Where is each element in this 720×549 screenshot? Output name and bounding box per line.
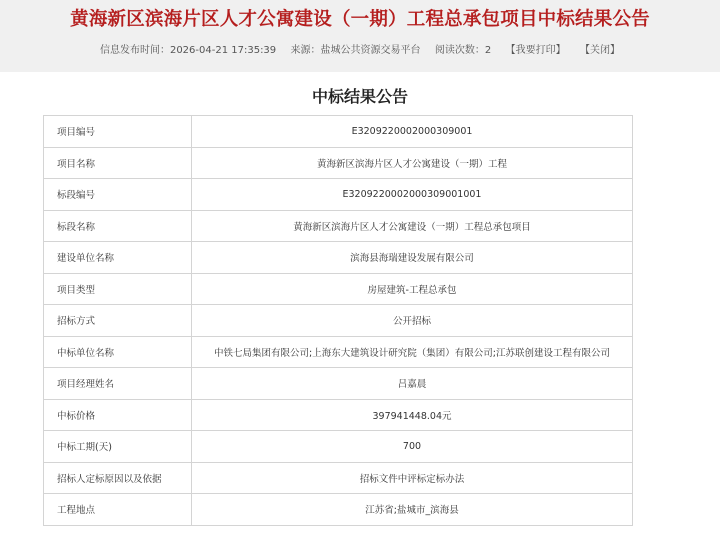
field-label: 中标价格 <box>44 399 192 431</box>
field-label: 中标工期(天) <box>44 431 192 463</box>
field-label: 项目编号 <box>44 116 192 148</box>
field-value: 黄海新区滨海片区人才公寓建设（一期）工程总承包项目 <box>192 210 633 242</box>
field-value: 吕嘉晨 <box>192 368 633 400</box>
table-row <box>44 305 633 337</box>
close-link[interactable]: 【关闭】 <box>580 45 621 56</box>
print-link[interactable]: 【我要打印】 <box>505 45 566 56</box>
result-table <box>43 115 633 526</box>
field-label: 项目类型 <box>44 273 192 305</box>
table-row <box>44 336 633 368</box>
field-value: E3209220002000309001 <box>192 116 633 148</box>
field-value: E3209220002000309001001 <box>192 179 633 211</box>
field-value: 397941448.04元 <box>192 399 633 431</box>
field-label: 建设单位名称 <box>44 242 192 274</box>
field-label: 项目经理姓名 <box>44 368 192 400</box>
table-row <box>44 431 633 463</box>
page-title: 黄海新区滨海片区人才公寓建设（一期）工程总承包项目中标结果公告 <box>70 9 650 30</box>
field-value: 700 <box>192 431 633 463</box>
field-label: 标段编号 <box>44 179 192 211</box>
table-row <box>44 242 633 274</box>
table-row <box>44 462 633 494</box>
meta-info-bar <box>0 44 720 58</box>
table-row <box>44 494 633 526</box>
table-row <box>44 368 633 400</box>
table-row <box>44 147 633 179</box>
view-count-label: 阅读次数： <box>434 45 485 56</box>
table-row <box>44 210 633 242</box>
table-row <box>44 273 633 305</box>
field-label: 招标方式 <box>44 305 192 337</box>
field-value: 中铁七局集团有限公司;上海东大建筑设计研究院（集团）有限公司;江苏联创建设工程有限公司 <box>192 336 633 368</box>
field-label: 中标单位名称 <box>44 336 192 368</box>
field-value: 公开招标 <box>192 305 633 337</box>
field-label: 招标人定标原因以及依据 <box>44 462 192 494</box>
field-value: 招标文件中评标定标办法 <box>192 462 633 494</box>
table-row <box>44 116 633 148</box>
field-label: 项目名称 <box>44 147 192 179</box>
field-value: 江苏省;盐城市_滨海县 <box>192 494 633 526</box>
view-count: 2 <box>484 45 492 56</box>
publish-time-label: 信息发布时间： <box>99 45 170 56</box>
source-label: 来源： <box>290 45 321 56</box>
publish-time: 2026-04-21 17:35:39 <box>169 45 277 56</box>
field-value: 黄海新区滨海片区人才公寓建设（一期）工程 <box>192 147 633 179</box>
field-value: 房屋建筑-工程总承包 <box>192 273 633 305</box>
table-row <box>44 399 633 431</box>
table-row <box>44 179 633 211</box>
field-label: 标段名称 <box>44 210 192 242</box>
field-label: 工程地点 <box>44 494 192 526</box>
announcement-header <box>0 0 720 72</box>
field-value: 滨海县海瑞建设发展有限公司 <box>192 242 633 274</box>
result-subtitle: 中标结果公告 <box>311 87 408 106</box>
source: 盐城公共资源交易平台 <box>320 45 421 56</box>
